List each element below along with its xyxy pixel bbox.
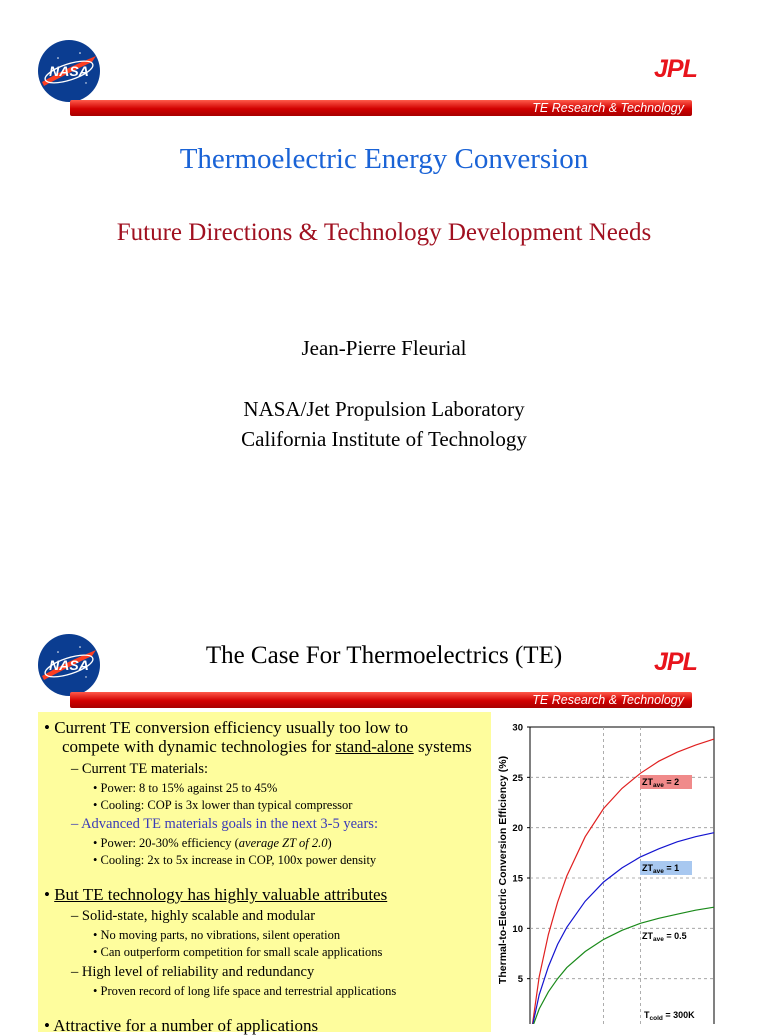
author-name: Jean-Pierre Fleurial [301, 336, 467, 360]
series-label: $ZT_{ave} = 2$ [642, 777, 680, 789]
bullet-1: • Current TE conversion efficiency usually too low to compete with dynamic technologies for stand-alone systems [44, 718, 472, 756]
affiliation-line-1: NASA/Jet Propulsion Laboratory [243, 397, 525, 421]
series-label: $ZT_{ave} = 0.5$ [642, 931, 687, 943]
sub-item-solid-state: – Solid-state, highly scalable and modular [71, 908, 316, 924]
tcold-annotation: $T_{cold} = 300K$ [644, 1010, 695, 1022]
sub-sub-item: • Cooling: COP is 3x lower than typical compressor [93, 798, 353, 812]
header-bar-text: TE Research & Technology [532, 101, 684, 115]
sub-sub-item: • Power: 20-30% efficiency (average ZT of 2.0) [93, 836, 332, 850]
y-tick-label: 20 [512, 823, 523, 835]
efficiency-chart [492, 712, 732, 1024]
sub-item-reliability: – High level of reliability and redundancy [71, 964, 315, 980]
jpl-logo: JPL [654, 55, 697, 83]
bullet-box [38, 712, 491, 1035]
sub-item-current-materials: – Current TE materials: [71, 761, 209, 777]
bullet-3: • Attractive for a number of applications [44, 1016, 319, 1035]
y-axis-label: Thermal-to-Electric Conversion Efficiency (%) [497, 755, 509, 985]
y-tick-label: 30 [512, 722, 523, 734]
sub-sub-item: • Proven record of long life space and terrestrial applications [93, 984, 397, 998]
bullet-2: • But TE technology has highly valuable attributes [44, 885, 388, 904]
slide-1-title: Thermoelectric Energy Conversion [179, 143, 589, 175]
slide-1-subtitle: Future Directions & Technology Development Needs [116, 219, 652, 246]
y-tick-label: 5 [517, 974, 523, 986]
y-tick-label: 15 [512, 873, 523, 885]
sub-sub-item: • Cooling: 2x to 5x increase in COP, 100x power density [93, 853, 377, 867]
sub-sub-item: • No moving parts, no vibrations, silent operation [93, 928, 341, 942]
y-tick-label: 25 [512, 772, 523, 784]
header-bar-text: TE Research & Technology [532, 693, 684, 707]
series-label: $ZT_{ave} = 1$ [642, 863, 680, 875]
slide-2-title: The Case For Thermoelectrics (TE) [205, 642, 563, 669]
header-bar [70, 692, 692, 708]
nasa-logo-text: NASA [49, 63, 89, 79]
y-tick-label: 10 [512, 923, 523, 935]
sub-sub-item: • Power: 8 to 15% against 25 to 45% [93, 781, 278, 795]
sub-sub-item: • Can outperform competition for small scale applications [93, 945, 383, 959]
nasa-logo-text: NASA [49, 657, 89, 673]
affiliation-line-2: California Institute of Technology [241, 427, 527, 451]
jpl-logo: JPL [654, 648, 697, 676]
sub-item-advanced-goals: – Advanced TE materials goals in the next 3-5 years: [71, 816, 378, 832]
